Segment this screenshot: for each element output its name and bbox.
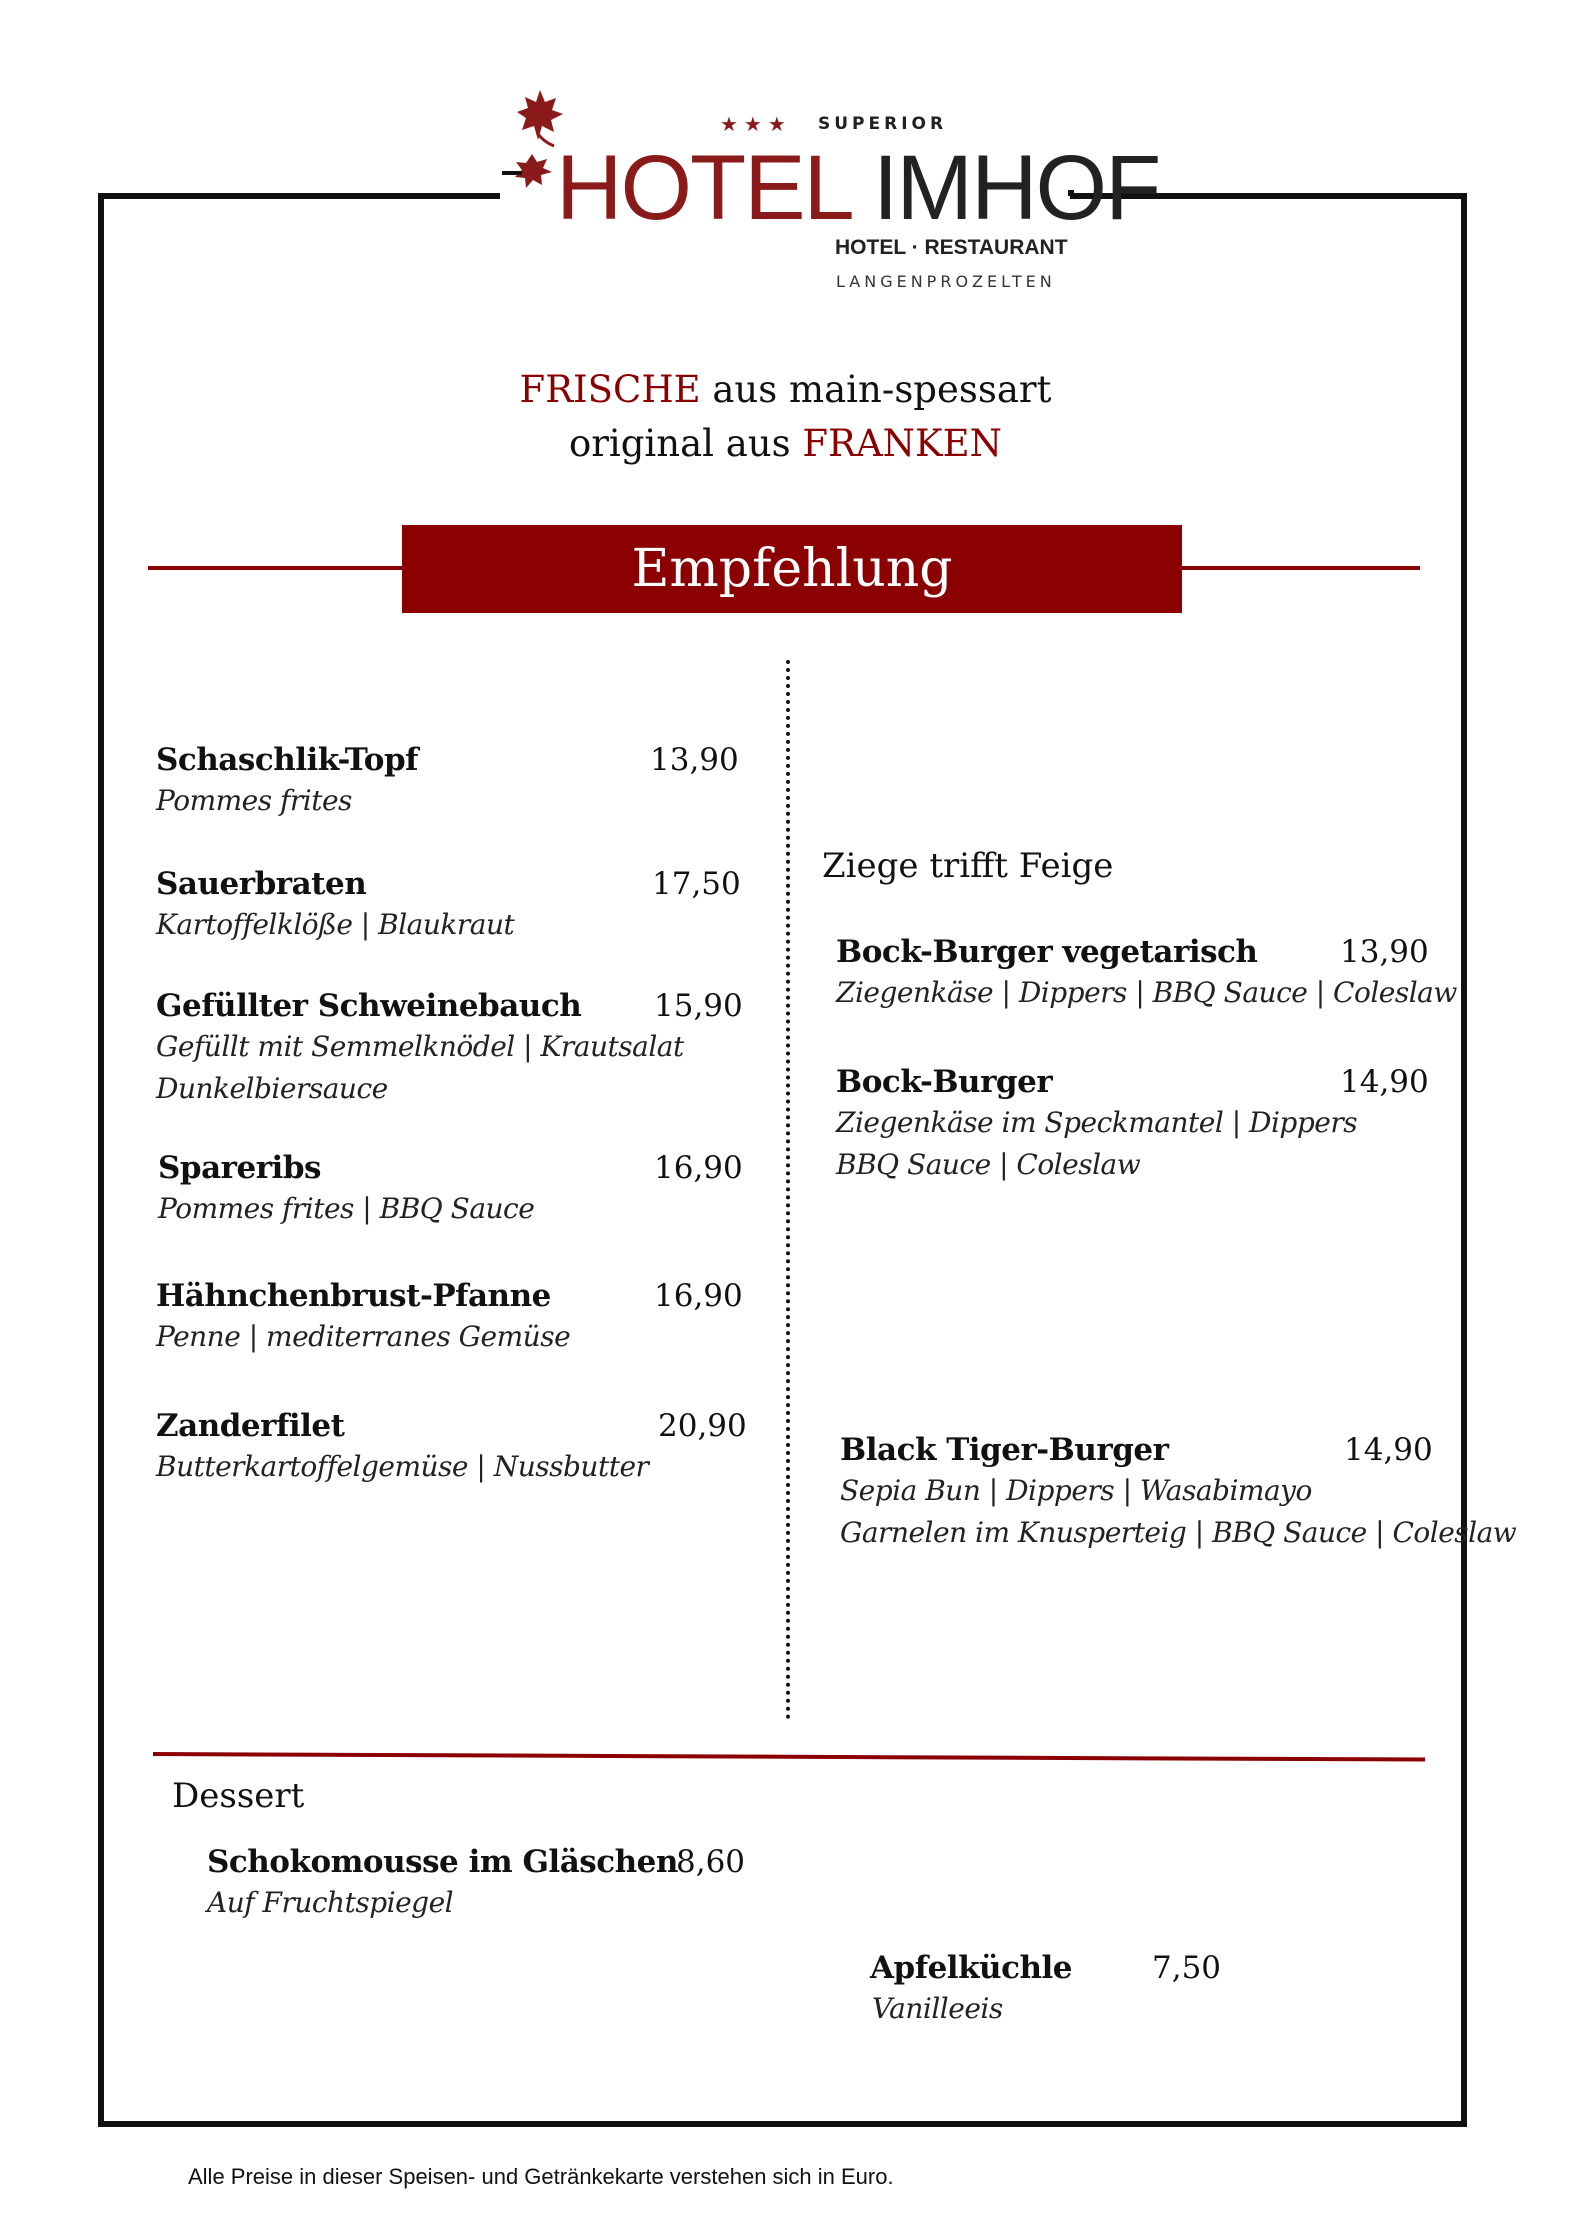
dish-price: 16,90 [654,1150,743,1186]
dish-price: 14,90 [1340,1064,1429,1100]
dish-price: 17,50 [652,866,741,902]
dish-price: 20,90 [658,1408,747,1444]
dish-price: 15,90 [654,988,743,1024]
dish-price: 7,50 [1152,1950,1222,1986]
dish-name: Schokomousse im Gläschen [207,1844,678,1880]
column-divider [786,660,790,1720]
dish-name: Bock-Burger [836,1064,1053,1100]
banner-line-left [148,566,404,570]
dish-price: 14,90 [1344,1432,1433,1468]
dish-name: Sauerbraten [156,866,367,902]
dish-desc: Dunkelbiersauce [156,1072,388,1105]
dish-price: 13,90 [1340,934,1429,970]
dish-desc: Ziegenkäse | Dippers | BBQ Sauce | Coleslaw [836,976,1457,1009]
dish-name: Schaschlik-Topf [156,742,418,778]
dish-price: 8,60 [676,1844,746,1880]
dish-desc: Ziegenkäse im Speckmantel | Dippers [836,1106,1358,1139]
dish-name: Apfelküchle [870,1950,1072,1986]
superior-label: SUPERIOR [818,114,948,134]
dish-desc: Pommes frites [156,784,352,817]
dish-name: Zanderfilet [156,1408,345,1444]
logo-left-stroke [502,170,522,176]
dish-desc: BBQ Sauce | Coleslaw [836,1148,1141,1181]
dish-name: Black Tiger-Burger [840,1432,1169,1468]
star-rating: ★★★ [720,112,792,136]
tagline-start-2: original aus [568,422,803,465]
dish-name: Spareribs [158,1150,321,1186]
dish-name: Gefüllter Schweinebauch [156,988,582,1024]
dish-desc: Auf Fruchtspiegel [207,1886,454,1919]
dish-name: Hähnchenbrust-Pfanne [156,1278,551,1314]
hotel-name-part1: HOTEL [556,137,850,239]
dish-desc: Penne | mediterranes Gemüse [156,1320,571,1353]
tagline-red-2: FRANKEN [802,422,1003,465]
tagline-red-1: FRISCHE [519,368,701,411]
section-title: Ziege trifft Feige [822,846,1114,886]
dish-price: 13,90 [650,742,739,778]
dish-desc: Butterkartoffelgemüse | Nussbutter [156,1450,649,1483]
dish-desc: Vanilleeis [872,1992,1003,2025]
price-footnote: Alle Preise in dieser Speisen- und Getränkekarte verstehen sich in Euro. [188,2164,894,2189]
dish-desc: Pommes frites | BBQ Sauce [158,1192,535,1225]
banner-line-right [1180,566,1420,570]
dish-desc: Kartoffelklöße | Blaukraut [156,908,515,941]
dish-desc: Sepia Bun | Dippers | Wasabimayo [840,1474,1312,1507]
banner-title: Empfehlung [402,525,1182,613]
tagline-line2 [0,422,1571,465]
dish-price: 16,90 [654,1278,743,1314]
dish-name: Bock-Burger vegetarisch [836,934,1258,970]
hotel-subline: HOTEL · RESTAURANT [835,236,1068,259]
dish-desc: Garnelen im Knusperteig | BBQ Sauce | Coleslaw [840,1516,1517,1549]
tagline-line1 [0,368,1571,411]
hotel-name-part2: IMHOF [872,137,1160,239]
hotel-place: LANGENPROZELTEN [836,272,1056,291]
dessert-title: Dessert [172,1776,305,1816]
hotel-name [556,138,1159,238]
dish-desc: Gefüllt mit Semmelknödel | Krautsalat [156,1030,684,1063]
tagline-rest-1: aus main-spessart [700,368,1052,411]
